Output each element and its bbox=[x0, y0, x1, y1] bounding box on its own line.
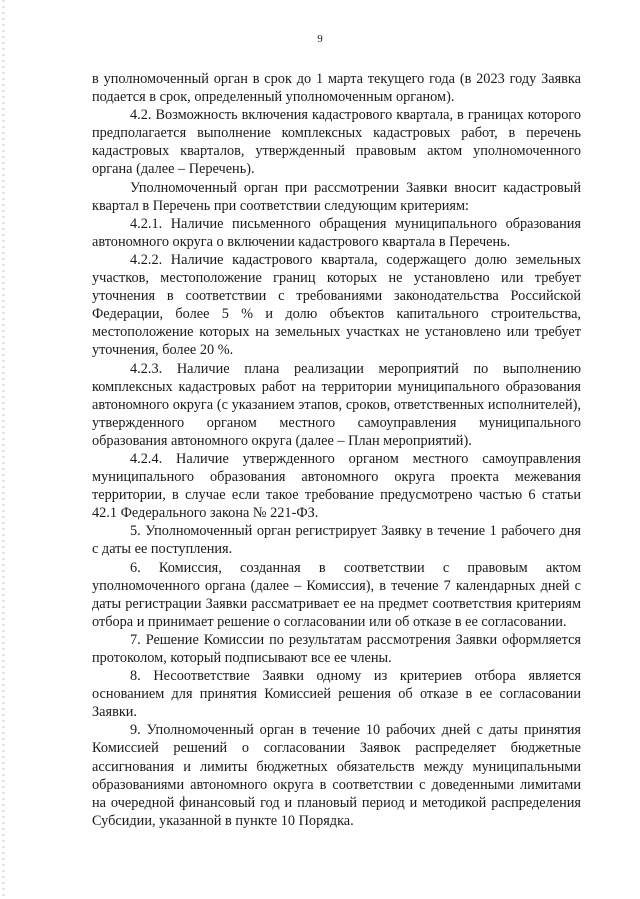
paragraph-4-2-4: 4.2.4. Наличие утвержденного органом местного самоуправления муниципального образования автономного округа проекта межевания территории, в случае если такое требование предусмотрено частью 6 статьи 42.1 Федерального закона № 221-ФЗ. bbox=[92, 450, 581, 522]
document-body bbox=[92, 70, 581, 830]
page-number: 9 bbox=[317, 33, 323, 45]
scan-edge-artifact bbox=[2, 0, 5, 899]
paragraph-4-2-2: 4.2.2. Наличие кадастрового квартала, содержащего долю земельных участков, местоположение границ которых не установлено или требует уточнения в соответствии с требованиями законодательства Российской Федерации, более 5 % и долю объектов капитального строительства, местоположение которых на земельных участках не установлено или требует уточнения, более 20 %. bbox=[92, 251, 581, 359]
paragraph-4-2: 4.2. Возможность включения кадастрового квартала, в границах которого предполагается выполнение комплексных кадастровых работ, в перечень кадастровых кварталов, утвержденный правовым актом уполномоченного органа (далее – Перечень). bbox=[92, 107, 581, 178]
paragraph-5: 5. Уполномоченный орган регистрирует Заявку в течение 1 рабочего дня с даты ее поступления. bbox=[92, 523, 581, 558]
paragraph-continuation: в уполномоченный орган в срок до 1 марта текущего года (в 2023 году Заявка подается в срок, определенный уполномоченным органом). bbox=[92, 71, 581, 106]
paragraph-9: 9. Уполномоченный орган в течение 10 рабочих дней с даты принятия Комиссией решений о согласовании Заявок распределяет бюджетные ассигнования и лимиты бюджетных обязательств между муниципальными образованиями автономного округа в соответствии с доведенными лимитами на очередной финансовый год и плановый период и методикой распределения Субсидии, указанной в пункте 10 Порядка. bbox=[92, 722, 581, 829]
paragraph-4-2-1: 4.2.1. Наличие письменного обращения муниципального образования автономного округа о включении кадастрового квартала в Перечень. bbox=[92, 215, 581, 250]
paragraph-6: 6. Комиссия, созданная в соответствии с правовым актом уполномоченного органа (далее – Комиссия), в течение 7 календарных дней с даты регистрации Заявки рассматривает ее на предмет соответствия критериям отбора и принимает решение о согласовании или об отказе в ее согласовании. bbox=[92, 559, 581, 630]
paragraph-7: 7. Решение Комиссии по результатам рассмотрения Заявки оформляется протоколом, который подписывают все ее члены. bbox=[92, 631, 581, 666]
paragraph-criteria-intro: Уполномоченный орган при рассмотрении Заявки вносит кадастровый квартал в Перечень при соответствии следующим критериям: bbox=[92, 179, 581, 214]
paragraph-8: 8. Несоответствие Заявки одному из критериев отбора является основанием для принятия Комиссией решения об отказе в ее согласовании Заявки. bbox=[92, 668, 581, 721]
paragraph-4-2-3: 4.2.3. Наличие плана реализации мероприятий по выполнению комплексных кадастровых работ на территории муниципального образования автономного округа (с указанием этапов, сроков, ответственных исполнителей), утвержденного органом местного самоуправления муниципального образования автономного округа (далее – План мероприятий). bbox=[92, 360, 581, 449]
